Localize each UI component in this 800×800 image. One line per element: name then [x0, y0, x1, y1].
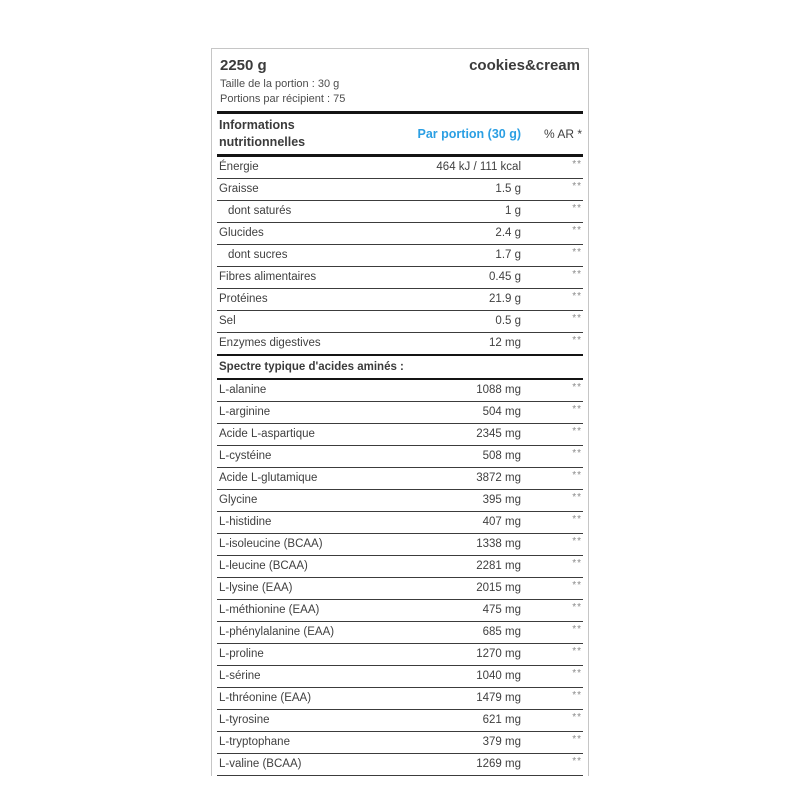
product-flavor: cookies&cream [469, 57, 580, 74]
table-row [217, 310, 583, 332]
nutrient-reference-asterisks: ** [572, 646, 582, 657]
table-row [217, 266, 583, 288]
nutrient-value: 621 mg [482, 714, 521, 726]
table-row [217, 599, 583, 621]
nutrient-name: Acide L-glutamique [219, 472, 318, 484]
table-row [217, 288, 583, 310]
nutrient-value: 3872 mg [476, 472, 521, 484]
nutrient-value: 407 mg [482, 516, 521, 528]
nutrient-reference-asterisks: ** [572, 624, 582, 635]
amino-acid-rows-section [217, 380, 583, 776]
nutrient-name: Graisse [219, 183, 259, 195]
nutrient-name: Enzymes digestives [219, 337, 321, 349]
nutrient-value: 2281 mg [476, 560, 521, 572]
nutrient-reference-asterisks: ** [572, 602, 582, 613]
table-row [217, 157, 583, 178]
nutrient-reference-asterisks: ** [572, 756, 582, 767]
column-header-per-serving: Par portion (30 g) [417, 127, 521, 141]
nutrient-name: L-isoleucine (BCAA) [219, 538, 323, 550]
nutrient-value: 2015 mg [476, 582, 521, 594]
table-row [217, 511, 583, 533]
nutrient-reference-asterisks: ** [572, 734, 582, 745]
table-row [217, 687, 583, 709]
table-row [217, 178, 583, 200]
nutrient-name: Sel [219, 315, 236, 327]
nutrient-name: L-lysine (EAA) [219, 582, 293, 594]
nutrient-reference-asterisks: ** [572, 203, 582, 214]
nutrient-name: Glucides [219, 227, 264, 239]
nutrient-value: 1088 mg [476, 384, 521, 396]
nutrient-name: L-tryptophane [219, 736, 290, 748]
nutrient-reference-asterisks: ** [572, 492, 582, 503]
nutrient-name: L-phénylalanine (EAA) [219, 626, 335, 638]
nutrient-reference-asterisks: ** [572, 514, 582, 525]
table-row [217, 222, 583, 244]
nutrient-name: Glycine [219, 494, 258, 506]
nutrient-name: L-proline [219, 648, 264, 660]
table-row [217, 445, 583, 467]
nutrient-reference-asterisks: ** [572, 426, 582, 437]
nutrient-name: L-cystéine [219, 450, 272, 462]
nutrient-value: 395 mg [482, 494, 521, 506]
table-row [217, 753, 583, 776]
nutrient-value: 1269 mg [476, 758, 521, 770]
column-header-reference-intake: % AR * [543, 127, 582, 141]
nutrient-value: 685 mg [482, 626, 521, 638]
table-row [217, 643, 583, 665]
table-row [217, 533, 583, 555]
table-column-header [217, 111, 583, 157]
nutrient-value: 1.7 g [495, 249, 521, 261]
nutrient-value: 1270 mg [476, 648, 521, 660]
nutrient-reference-asterisks: ** [572, 690, 582, 701]
servings-per-container-line: Portions par récipient : 75 [220, 92, 346, 105]
nutrient-reference-asterisks: ** [572, 536, 582, 547]
nutrient-value: 2.4 g [495, 227, 521, 239]
table-row [217, 401, 583, 423]
table-row [217, 244, 583, 266]
table-row [217, 380, 583, 401]
nutrient-reference-asterisks: ** [572, 269, 582, 280]
nutrient-name: L-valine (BCAA) [219, 758, 302, 770]
nutrient-value: 2345 mg [476, 428, 521, 440]
nutrient-reference-asterisks: ** [572, 313, 582, 324]
serving-size-line: Taille de la portion : 30 g [220, 78, 340, 90]
nutrient-reference-asterisks: ** [572, 247, 582, 258]
nutrient-name: L-méthionine (EAA) [219, 604, 320, 616]
table-row [217, 577, 583, 599]
nutrient-name: L-histidine [219, 516, 272, 528]
nutrient-reference-asterisks: ** [572, 580, 582, 591]
nutrition-rows-section [217, 157, 583, 354]
nutrient-name: L-leucine (BCAA) [219, 560, 308, 572]
nutrient-name: L-thréonine (EAA) [219, 692, 312, 704]
nutrient-value: 0.45 g [489, 271, 521, 283]
nutrient-name: Acide L-aspartique [219, 428, 315, 440]
nutrient-reference-asterisks: ** [572, 181, 582, 192]
nutrient-reference-asterisks: ** [572, 404, 582, 415]
product-weight: 2250 g [220, 57, 267, 74]
nutrient-value: 1 g [505, 205, 521, 217]
nutrient-reference-asterisks: ** [572, 470, 582, 481]
amino-acid-section-title: Spectre typique d'acides aminés : [217, 354, 583, 380]
nutrient-name: Fibres alimentaires [219, 271, 317, 283]
nutrient-name: L-tyrosine [219, 714, 270, 726]
table-row [217, 555, 583, 577]
nutrient-name: L-sérine [219, 670, 261, 682]
table-row [217, 489, 583, 511]
nutrient-value: 475 mg [482, 604, 521, 616]
nutrient-reference-asterisks: ** [572, 668, 582, 679]
table-row [217, 665, 583, 687]
nutrient-reference-asterisks: ** [572, 225, 582, 236]
nutrition-label [211, 48, 589, 776]
nutrient-value: 0.5 g [495, 315, 521, 327]
nutrient-reference-asterisks: ** [572, 448, 582, 459]
nutrient-value: 379 mg [482, 736, 521, 748]
nutrient-reference-asterisks: ** [572, 159, 582, 170]
nutrient-reference-asterisks: ** [572, 335, 582, 346]
table-row [217, 200, 583, 222]
table-row [217, 423, 583, 445]
nutrient-name: L-alanine [219, 384, 267, 396]
nutrient-reference-asterisks: ** [572, 291, 582, 302]
table-row [217, 621, 583, 643]
label-header [217, 49, 583, 111]
nutrient-name: dont sucres [228, 249, 288, 261]
nutrient-value: 508 mg [482, 450, 521, 462]
nutrient-value: 464 kJ / 111 kcal [436, 161, 521, 173]
nutrient-value: 504 mg [482, 406, 521, 418]
nutrient-value: 1338 mg [476, 538, 521, 550]
nutrient-reference-asterisks: ** [572, 712, 582, 723]
table-row [217, 709, 583, 731]
nutrient-name: L-arginine [219, 406, 271, 418]
nutrient-value: 21.9 g [489, 293, 521, 305]
nutrient-value: 1.5 g [495, 183, 521, 195]
column-header-informations: Informations nutritionnelles [219, 118, 306, 149]
nutrient-reference-asterisks: ** [572, 382, 582, 393]
nutrient-name: Énergie [219, 161, 259, 173]
nutrient-reference-asterisks: ** [572, 558, 582, 569]
nutrient-name: dont saturés [228, 205, 292, 217]
table-row [217, 332, 583, 354]
nutrient-value: 1479 mg [476, 692, 521, 704]
table-row [217, 731, 583, 753]
nutrient-value: 1040 mg [476, 670, 521, 682]
nutrient-name: Protéines [219, 293, 268, 305]
nutrient-value: 12 mg [489, 337, 521, 349]
label-header-top [220, 56, 580, 75]
table-row [217, 467, 583, 489]
